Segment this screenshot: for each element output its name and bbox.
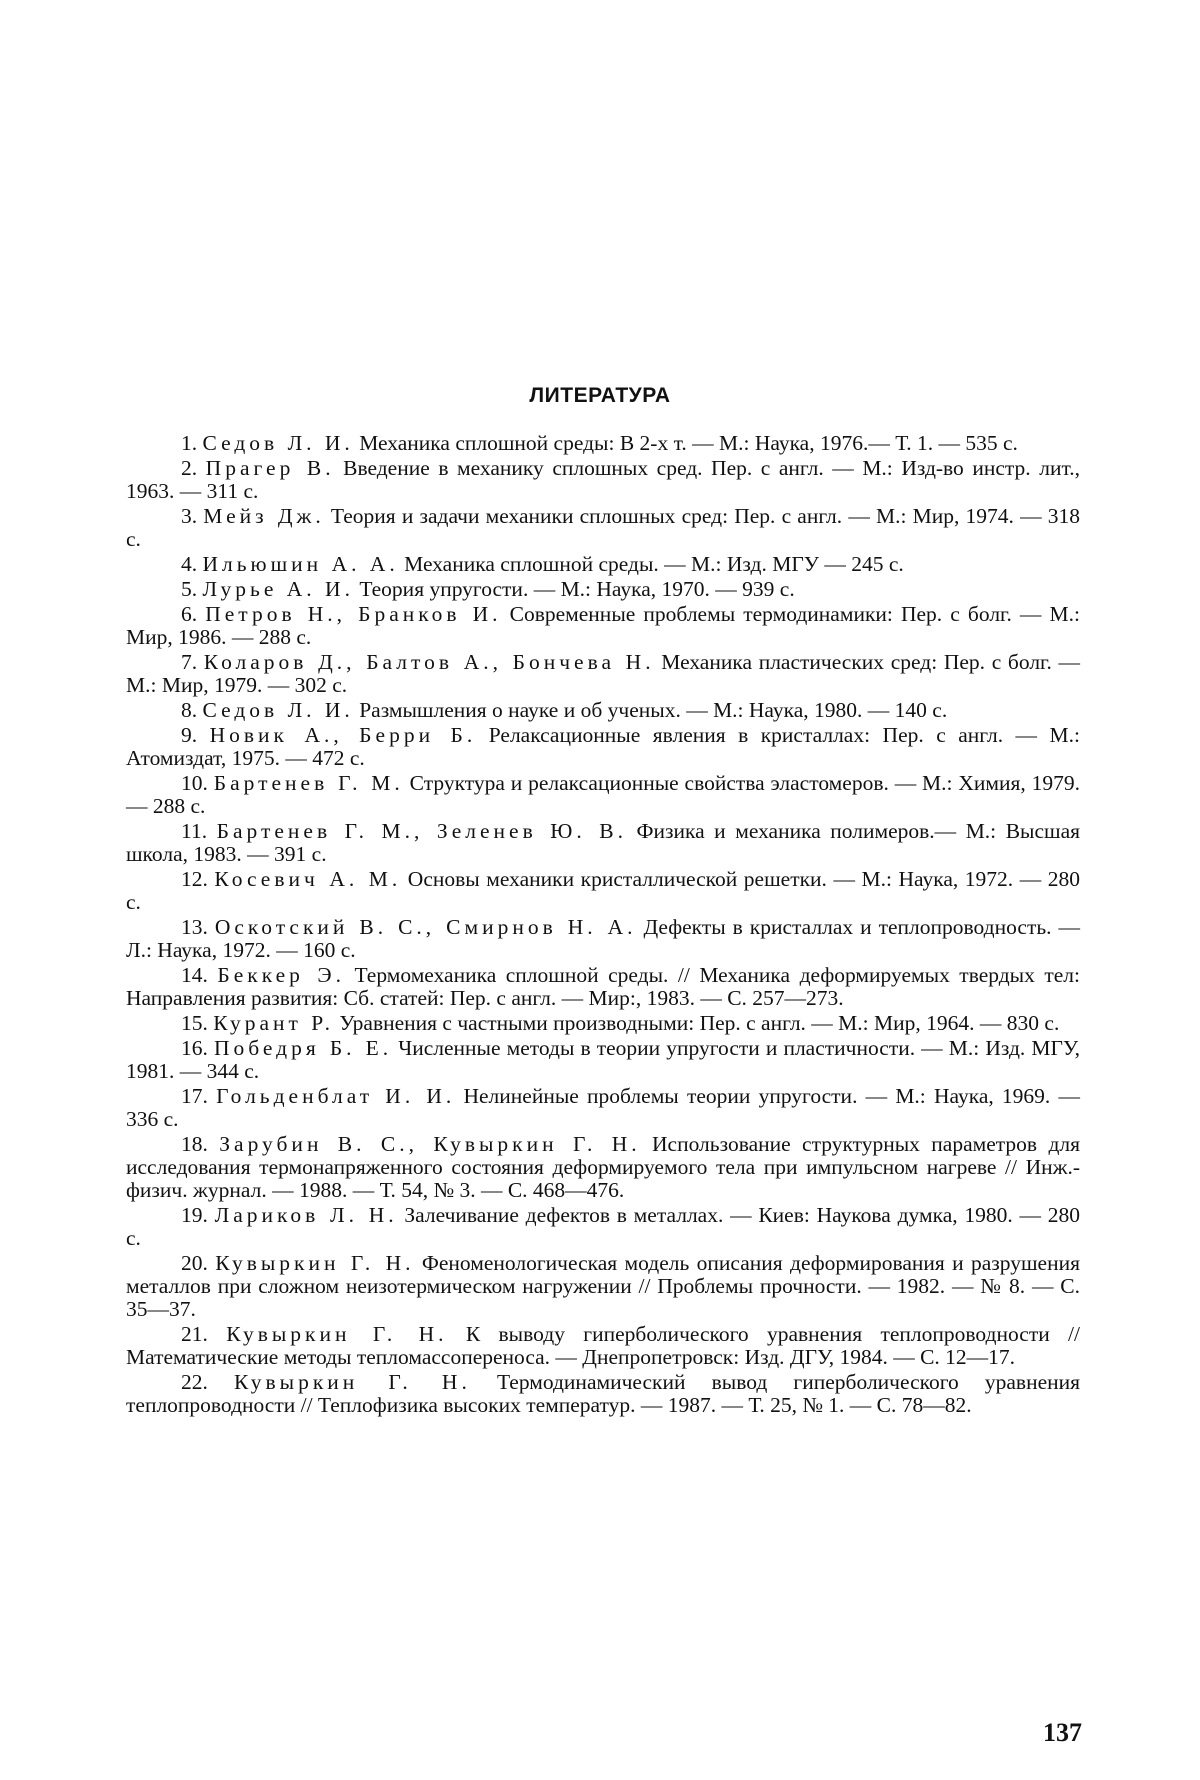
reference-number: 9.: [181, 723, 198, 747]
reference-number: 2.: [181, 456, 198, 480]
reference-text: Механика пластических сред: Пер. с болг. — М.: Мир, 1979. — 302 с.: [126, 650, 1080, 697]
reference-authors: Бартенев Г. М., Зеленев Ю. В.: [216, 819, 627, 843]
page-number: 137: [1043, 1718, 1082, 1747]
reference-text: Термомеханика сплошной среды. // Механика деформируемых твердых тел: Направления развития: Сб. статей: Пер. с англ. — Мир:, 1983. — С. 257—273.: [126, 963, 1081, 1010]
reference-authors: Седов Л. И.: [202, 431, 354, 455]
reference-authors: Лурье А. И.: [202, 577, 354, 601]
reference-item: [126, 1204, 1080, 1250]
reference-authors: Лариков Л. Н.: [214, 1203, 398, 1227]
reference-authors: Прагер В.: [205, 456, 335, 480]
reference-authors: Петров Н., Бранков И.: [205, 602, 502, 626]
reference-number: 15.: [181, 1011, 208, 1035]
reference-item: [126, 505, 1080, 551]
reference-text: Структура и релаксационные свойства эластомеров. — М.: Химия, 1979. — 288 с.: [126, 771, 1080, 818]
reference-item: [126, 1012, 1080, 1035]
reference-item: [126, 772, 1080, 818]
reference-number: 3.: [181, 504, 198, 528]
reference-number: 11.: [181, 819, 208, 843]
reference-text: Механика сплошной среды: В 2-х т. — М.: Наука, 1976.— Т. 1. — 535 с.: [353, 431, 1018, 455]
reference-authors: Победря Б. Е.: [213, 1036, 393, 1060]
reference-authors: Курант Р.: [213, 1011, 334, 1035]
reference-item: [126, 457, 1080, 503]
reference-text: Залечивание дефектов в металлах. — Киев: Наукова думка, 1980. — 280 с.: [126, 1203, 1081, 1250]
reference-authors: Оскотский В. С., Смирнов Н. А.: [214, 915, 637, 939]
reference-text: Теория и задачи механики сплошных сред: Пер. с англ. — М.: Мир, 1974. — 318 с.: [126, 504, 1080, 551]
reference-item: [126, 964, 1080, 1010]
reference-item: [126, 1133, 1080, 1202]
reference-item: [126, 1252, 1080, 1321]
reference-text: Релаксационные явления в кристаллах: Пер. с англ. — М.: Атомиздат, 1975. — 472 с.: [126, 723, 1080, 770]
reference-item: [126, 578, 1080, 601]
reference-authors: Зарубин В. С., Кувыркин Г. Н.: [219, 1132, 641, 1156]
reference-number: 10.: [181, 771, 208, 795]
reference-number: 1.: [181, 431, 198, 455]
reference-authors: Бартенев Г. М.: [213, 771, 404, 795]
reference-item: [126, 724, 1080, 770]
reference-item: [126, 1085, 1080, 1131]
reference-number: 12.: [181, 867, 208, 891]
reference-text: Феноменологическая модель описания деформирования и разрушения металлов при сложном неизотермическом нагружении // Проблемы прочности. — 1982. — № 8. — С. 35—37.: [126, 1251, 1080, 1321]
reference-text: Нелинейные проблемы теории упругости. — М.: Наука, 1969. — 336 с.: [126, 1084, 1080, 1131]
reference-authors: Новик А., Берри Б.: [209, 723, 477, 747]
reference-text: Теория упругости. — М.: Наука, 1970. — 939 с.: [353, 577, 795, 601]
reference-text: Термодинамический вывод гиперболического уравнения теплопроводности // Теплофизика высоких температур. — 1987. — Т. 25, № 1. — С. 78—82.: [126, 1370, 1081, 1417]
reference-item: [126, 1371, 1080, 1417]
reference-authors: Беккер Э.: [217, 963, 345, 987]
reference-text: Основы механики кристаллической решетки. — М.: Наука, 1972. — 280 с.: [126, 867, 1080, 914]
reference-item: [126, 651, 1080, 697]
reference-item: [126, 432, 1080, 455]
reference-authors: Гольденблат И. И.: [216, 1084, 456, 1108]
reference-authors: Косевич А. М.: [214, 867, 402, 891]
reference-authors: Седов Л. И.: [202, 698, 354, 722]
reference-item: [126, 868, 1080, 914]
reference-number: 5.: [181, 577, 198, 601]
reference-number: 14.: [181, 963, 208, 987]
reference-item: [126, 1323, 1080, 1369]
reference-item: [126, 699, 1080, 722]
reference-number: 4.: [181, 552, 198, 576]
reference-item: [126, 553, 1080, 576]
reference-number: 17.: [181, 1084, 208, 1108]
reference-item: [126, 820, 1080, 866]
reference-text: Дефекты в кристаллах и теплопроводность. — Л.: Наука, 1972. — 160 с.: [126, 915, 1081, 962]
reference-item: [126, 1037, 1080, 1083]
reference-number: 7.: [181, 650, 198, 674]
reference-text: Использование структурных параметров для исследования термонапряженного состояния деформируемого тела при импульсном нагреве // Инж.-физич. журнал. — 1988. — Т. 54, № 3. — С. 468—476.: [126, 1132, 1081, 1202]
reference-number: 13.: [181, 915, 208, 939]
reference-text: Механика сплошной среды. — М.: Изд. МГУ — 245 с.: [398, 552, 904, 576]
reference-number: 20.: [181, 1251, 208, 1275]
page-title: ЛИТЕРАТУРА: [529, 384, 671, 407]
reference-text: Современные проблемы термодинамики: Пер. с болг. — М.: Мир, 1986. — 288 с.: [126, 602, 1080, 649]
reference-authors: Мейз Дж.: [203, 504, 325, 528]
reference-authors: Ильюшин А. А.: [202, 552, 399, 576]
reference-text: Введение в механику сплошных сред. Пер. с англ. — М.: Изд-во инстр. лит., 1963. — 311 с.: [126, 456, 1080, 503]
reference-number: 22.: [181, 1370, 208, 1394]
reference-authors: Коларов Д., Балтов А., Бончева Н.: [203, 650, 655, 674]
reference-item: [126, 916, 1080, 962]
reference-text: Размышления о науке и об ученых. — М.: Наука, 1980. — 140 с.: [353, 698, 948, 722]
reference-text: Уравнения с частными производными: Пер. с англ. — М.: Мир, 1964. — 830 с.: [333, 1011, 1060, 1035]
reference-text: Численные методы в теории упругости и пластичности. — М.: Изд. МГУ, 1981. — 344 с.: [126, 1036, 1081, 1083]
reference-list: [126, 432, 1080, 1419]
reference-authors: Кувыркин Г. Н.: [215, 1251, 415, 1275]
reference-number: 18.: [181, 1132, 208, 1156]
reference-text: Физика и механика полимеров.— М.: Высшая школа, 1983. — 391 с.: [126, 819, 1081, 866]
reference-number: 21.: [181, 1322, 208, 1346]
reference-number: 19.: [181, 1203, 208, 1227]
reference-authors: Кувыркин Г. Н.: [226, 1322, 448, 1346]
reference-number: 6.: [181, 602, 198, 626]
reference-item: [126, 603, 1080, 649]
reference-text: К выводу гиперболического уравнения теплопроводности // Математические методы тепломассопереноса. — Днепропетровск: Изд. ДГУ, 1984. — С. 12—17.: [126, 1322, 1081, 1369]
reference-number: 16.: [181, 1036, 208, 1060]
reference-number: 8.: [181, 698, 198, 722]
reference-authors: Кувыркин Г. Н.: [234, 1370, 471, 1394]
